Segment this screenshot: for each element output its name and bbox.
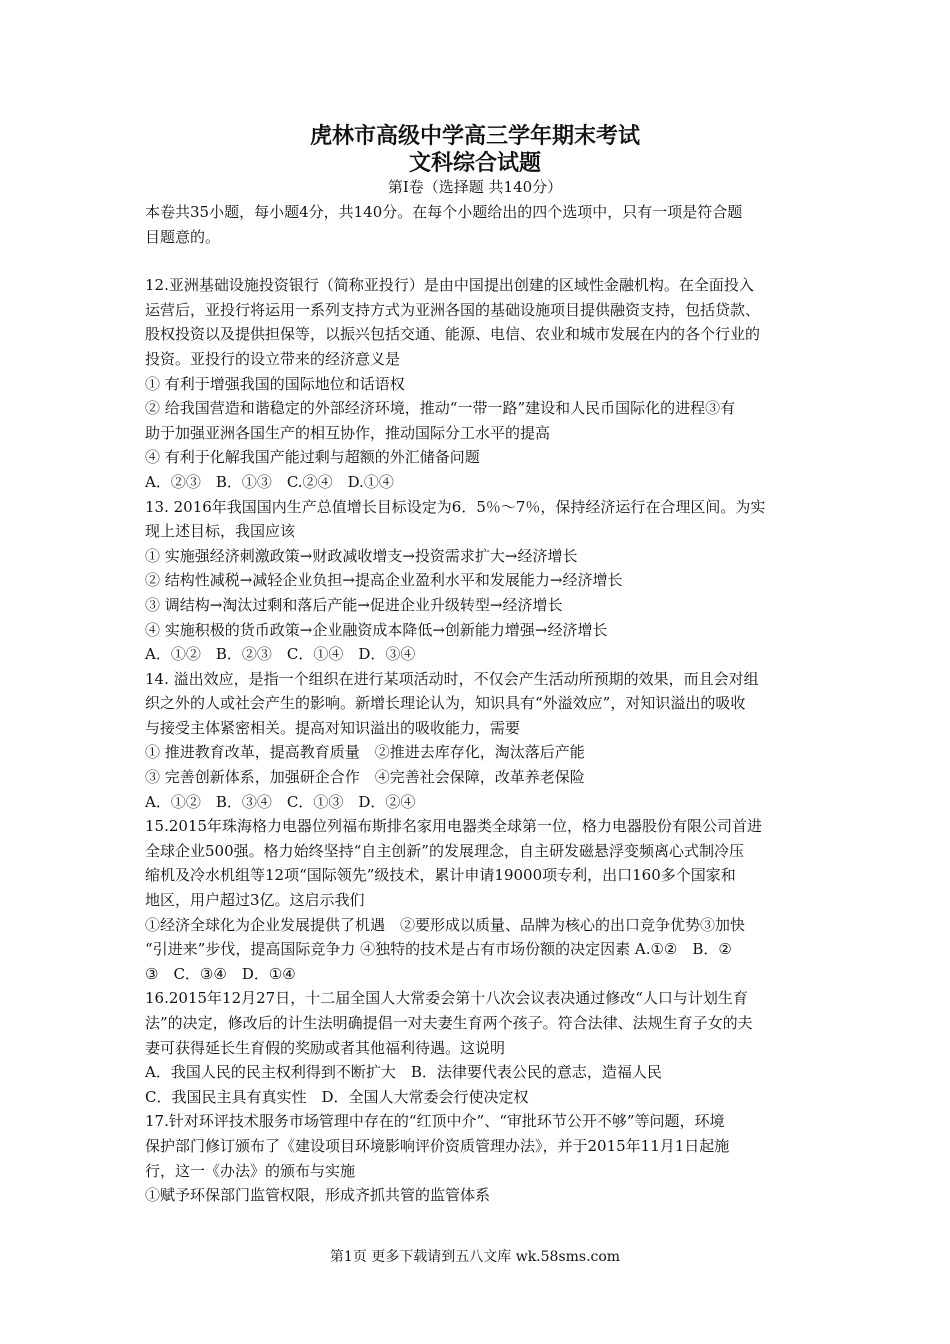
question-line: 15.2015年珠海格力电器位列福布斯排名家用电器类全球第一位，格力电器股份有限公司首进: [145, 817, 763, 836]
question-block: [145, 1109, 833, 1207]
question-block: [145, 667, 833, 815]
question-line: ①赋予环保部门监管权限，形成齐抓共管的监管体系: [145, 1186, 491, 1205]
question-line: C．我国民主具有真实性 D．全国人大常委会行使决定权: [145, 1087, 529, 1106]
question-line: 缩机及冷水机组等12项“国际领先”级技术，累计申请19000项专利，出口160多个国家和: [145, 866, 736, 885]
question-block: [145, 986, 833, 1109]
question-line: 投资。亚投行的设立带来的经济意义是: [145, 349, 401, 368]
question-line: 13. 2016年我国国内生产总值增长目标设定为6．5％～7％，保持经济运行在合理区间。为实: [145, 497, 766, 516]
question-block: [145, 814, 833, 986]
question-line: 织之外的人或社会产生的影响。新增长理论认为，知识具有“外溢效应”，对知识溢出的吸收: [145, 694, 746, 713]
question-line: 14. 溢出效应，是指一个组织在进行某项活动时，不仅会产生活动所预期的效果，而且会对组: [145, 669, 759, 688]
question-line: ①经济全球化为企业发展提供了机遇 ②要形成以质量、品牌为核心的出口竞争优势③加快: [145, 915, 746, 934]
question-line: 12.亚洲基础设施投资银行（简称亚投行）是由中国提出创建的区域性金融机构。在全面投入: [145, 276, 754, 295]
question-line: 助于加强亚洲各国生产的相互协作，推动国际分工水平的提高: [145, 423, 551, 442]
question-line: ④ 有利于化解我国产能过剩与超额的外汇储备问题: [145, 448, 480, 467]
question-line: 股权投资以及提供担保等，以振兴包括交通、能源、电信、农业和城市发展在内的各个行业的: [145, 325, 761, 344]
exam-subject-title: 文科综合试题: [408, 151, 541, 176]
section-heading: 第Ⅰ卷（选择题 共140分）: [387, 178, 563, 196]
question-line: ③ C．③④ D．①④: [145, 964, 296, 983]
question-line: 16.2015年12月27日，十二届全国人大常委会第十八次会议表决通过修改“人口与计划生育: [145, 989, 748, 1008]
exam-title: 虎林市高级中学高三学年期末考试: [309, 124, 640, 149]
question-line: 17.针对环评技术服务市场管理中存在的“红顶中介”、“审批环节公开不够”等问题，环境: [145, 1112, 725, 1131]
question-block: [145, 495, 833, 667]
question-line: 地区，用户超过3亿。这启示我们: [145, 891, 365, 910]
intro-paragraph: [145, 200, 833, 249]
question-line: 全球企业500强。格力始终坚持“自主创新”的发展理念，自主研发磁悬浮变频离心式制冷压: [145, 841, 744, 860]
question-line: 现上述目标，我国应该: [145, 522, 296, 541]
question-line: 妻可获得延长生育假的奖励或者其他福利待遇。这说明: [145, 1038, 506, 1057]
question-line: ① 实施强经济刺激政策→财政减收增支→投资需求扩大→经济增长: [145, 546, 578, 565]
question-line: ① 有利于增强我国的国际地位和话语权: [145, 374, 405, 393]
question-line: 运营后，亚投行将运用一系列支持方式为亚洲各国的基础设施项目提供融资支持，包括贷款、: [145, 300, 761, 319]
question-line: A．①② B．②③ C．①④ D．③④: [145, 645, 416, 664]
text-line: 目题意的。: [145, 227, 221, 246]
question-line: ② 结构性减税→减轻企业负担→提高企业盈利水平和发展能力→经济增长: [145, 571, 623, 590]
question-line: 行，这一《办法》的颁布与实施: [145, 1161, 356, 1180]
question-line: 保护部门修订颁布了《建设项目环境影响评价资质管理办法》，并于2015年11月1日起施: [145, 1136, 730, 1155]
question-line: ① 推进教育改革，提高教育质量 ②推进去库存化，淘汰落后产能: [145, 743, 585, 762]
question-line: A．我国人民的民主权利得到不断扩大 B．法律要代表公民的意志，造福人民: [145, 1063, 662, 1082]
question-line: ④ 实施积极的货币政策→企业融资成本降低→创新能力增强→经济增长: [145, 620, 608, 639]
question-line: A．①② B．③④ C．①③ D．②④: [145, 792, 416, 811]
blank-spacer: [145, 249, 833, 273]
question-list: [145, 273, 833, 1208]
question-line: A．②③ B．①③ C.②④ D.①④: [145, 472, 394, 491]
document-body: [145, 200, 833, 1208]
question-block: [145, 273, 833, 494]
question-line: 与接受主体紧密相关。提高对知识溢出的吸收能力，需要: [145, 718, 521, 737]
page-footer: 第1页 更多下载请到五八文库 wk.58sms.com: [329, 1249, 621, 1265]
question-line: ③ 调结构→淘汰过剩和落后产能→促进企业升级转型→经济增长: [145, 595, 563, 614]
text-line: 本卷共35小题，每小题4分，共140分。在每个小题给出的四个选项中，只有一项是符合题: [145, 203, 743, 221]
question-line: “引进来”步伐，提高国际竞争力 ④独特的技术是占有市场份额的决定因素 A.①② B．②: [145, 940, 732, 959]
question-line: 法”的决定，修改后的计生法明确提倡一对夫妻生育两个孩子。符合法律、法规生育子女的夫: [145, 1014, 753, 1032]
question-line: ② 给我国营造和谐稳定的外部经济环境，推动“一带一路”建设和人民币国际化的进程③有: [145, 399, 736, 418]
question-line: ③ 完善创新体系，加强研企合作 ④完善社会保障，改革养老保险: [145, 768, 585, 787]
